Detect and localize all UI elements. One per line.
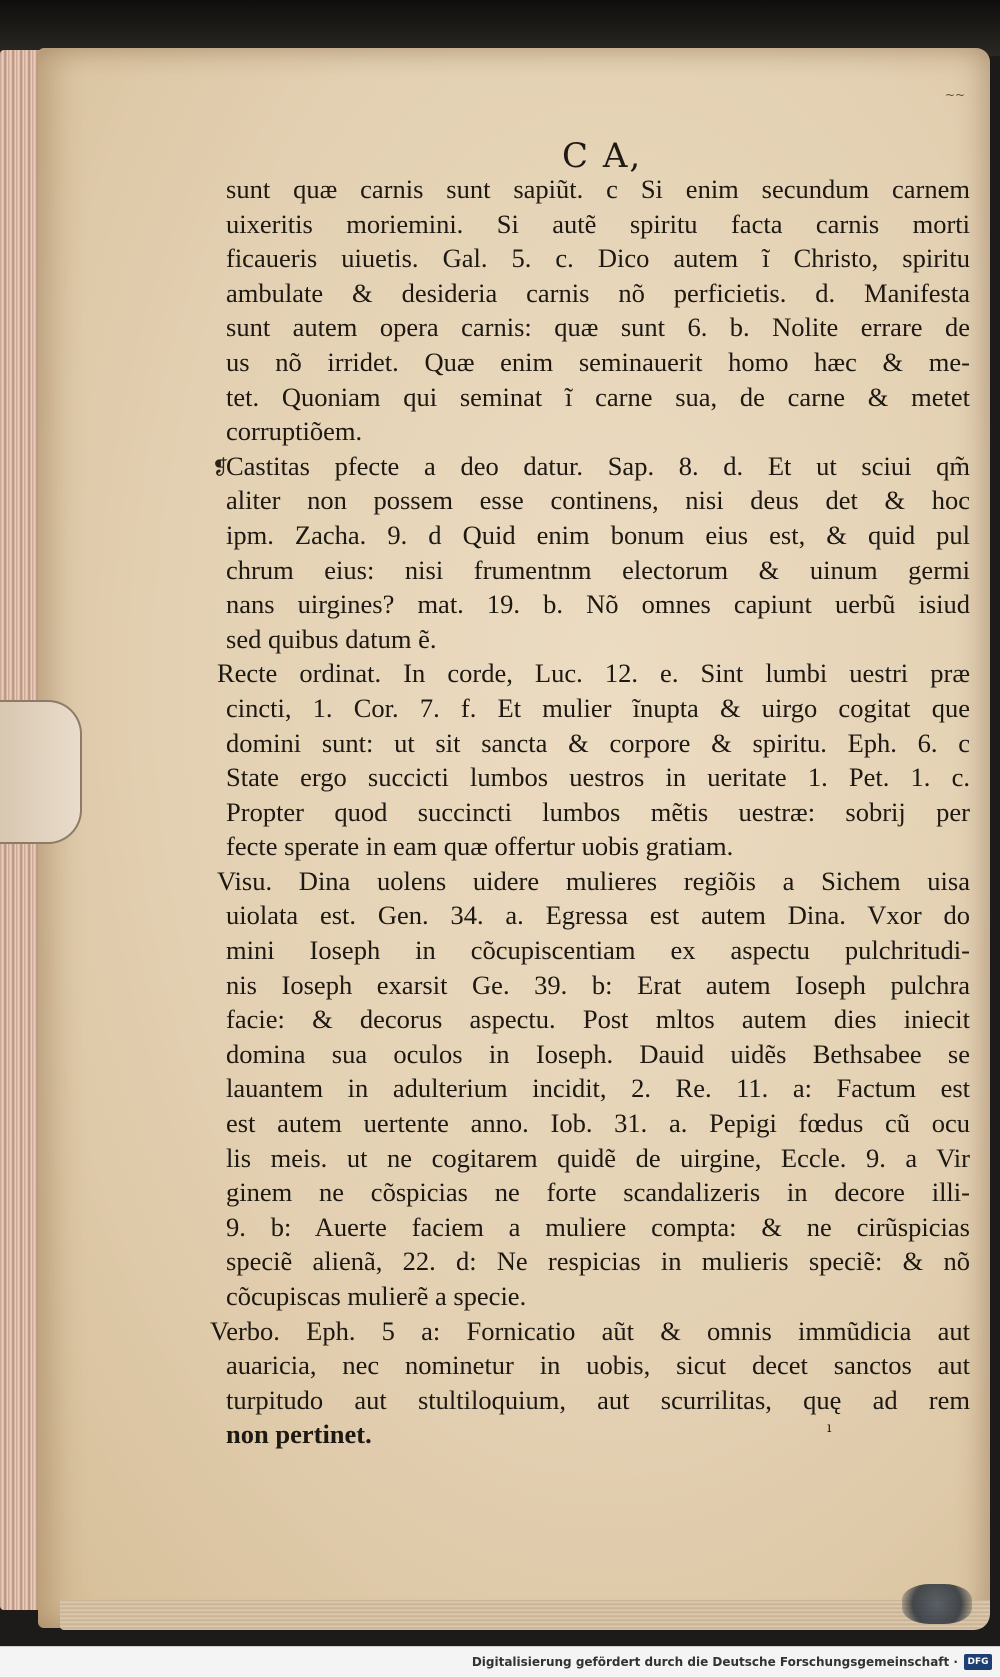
text-line: mini Ioseph in cõcupiscentiam ex aspectu pulchritudi- xyxy=(226,935,970,966)
text-line: non pertinet. xyxy=(226,1419,372,1450)
page-edges-bottom xyxy=(60,1600,990,1630)
text-line: uiolata est. Gen. 34. a. Egressa est autem Dina. Vxor do xyxy=(226,900,970,931)
book-clasp xyxy=(0,700,82,844)
text-line: fecte sperate in eam quæ offertur uobis gratiam. xyxy=(226,831,734,862)
text-line: turpitudo aut stultiloquium, aut scurrilitas, quę ad rem xyxy=(226,1384,970,1415)
text-line: Propter quod succincti lumbos mẽtis uestræ: sobrij per xyxy=(226,796,970,827)
text-line: aliter non possem esse continens, nisi deus det & hoc xyxy=(226,485,970,516)
text-line: lauantem in adulterium incidit, 2. Re. 11. a: Factum est xyxy=(226,1073,970,1104)
footer-credit: Digitalisierung gefördert durch die Deutsche Forschungsgemeinschaft · xyxy=(471,1655,958,1669)
text-line: domini sunt: ut sit sancta & corpore & spiritu. Eph. 6. c xyxy=(226,727,970,758)
text-line: Verbo. Eph. 5 a: Fornicatio aũt & omnis immũdicia aut xyxy=(210,1315,970,1346)
text-line: domina sua oculos in Ioseph. Dauid uidẽs Bethsabee se xyxy=(226,1038,970,1069)
text-line: facie: & decorus aspectu. Post mltos autem dies iniecit xyxy=(226,1004,970,1035)
text-line: speciẽ alienã, 22. d: Ne respicias in mulieris speciẽ: & nõ xyxy=(226,1246,970,1277)
body-text xyxy=(210,172,970,1452)
text-line: ipm. Zacha. 9. d Quid enim bonum eius est, & quid pul xyxy=(226,519,970,550)
text-line: ambulate & desideria carnis nõ perficietis. d. Manifesta xyxy=(226,277,970,308)
text-line: chrum eius: nisi frumentnm electorum & uinum germi xyxy=(226,554,970,585)
text-line: cõcupiscas mulierẽ a specie. xyxy=(226,1281,527,1311)
text-line: tet. Quoniam qui seminat ĩ carne sua, de carne & metet xyxy=(226,381,970,412)
text-line: uixeritis moriemini. Si autẽ spiritu facta carnis morti xyxy=(226,208,970,239)
text-line: ficaueris uiuetis. Gal. 5. c. Dico autem ĩ Christo, spiritu xyxy=(226,243,970,274)
text-line: nis Ioseph exarsit Ge. 39. b: Erat autem Ioseph pulchra xyxy=(226,969,970,1000)
text-line: sed quibus datum ẽ. xyxy=(226,623,437,654)
text-line: us nõ irridet. Quæ enim seminauerit homo hæc & me- xyxy=(226,346,970,377)
text-line: State ergo succicti lumbos uestros in ueritate 1. Pet. 1. c. xyxy=(226,762,970,793)
text-line: Recte ordinat. In corde, Luc. 12. e. Sint lumbi uestri præ xyxy=(217,658,970,689)
dfg-logo-icon: DFG xyxy=(964,1654,992,1670)
text-line: cincti, 1. Cor. 7. f. Et mulier ĩnupta & uirgo cogitat que xyxy=(226,692,970,723)
text-line: 9. b: Auerte faciem a muliere compta: & ne cirũspicias xyxy=(226,1211,970,1242)
page-number: ı xyxy=(827,1420,832,1436)
ink-stain xyxy=(902,1584,972,1624)
text-line: auaricia, nec nominetur in uobis, sicut decet sanctos aut xyxy=(226,1350,970,1381)
paragraph-marker: ❡ xyxy=(212,455,229,479)
text-line: sunt quæ carnis sunt sapiũt. c Si enim secundum carnem xyxy=(226,174,970,204)
text-line: ginem ne cõspicias ne forte scandalizeris in decore illi- xyxy=(226,1177,970,1208)
text-line: sunt autem opera carnis: quæ sunt 6. b. Nolite errare de xyxy=(226,312,970,343)
digitization-footer xyxy=(0,1646,1000,1677)
page-header: C A, xyxy=(562,136,643,176)
text-line: Visu. Dina uolens uidere mulieres regiõis a Sichem uisa xyxy=(217,865,970,896)
corner-mark: ~~ xyxy=(945,88,966,102)
text-line: Castitas pfecte a deo datur. Sap. 8. d. Et ut sciui qm̃ xyxy=(226,450,970,481)
text-line: est autem uertente anno. Iob. 31. a. Pepigi fœdus cũ ocu xyxy=(226,1108,970,1139)
text-line: corruptiõem. xyxy=(226,416,363,447)
text-line: lis meis. ut ne cogitarem quidẽ de uirgine, Eccle. 9. a Vir xyxy=(226,1142,970,1173)
text-line: nans uirgines? mat. 19. b. Nõ omnes capiunt uerbũ isiud xyxy=(226,589,970,620)
